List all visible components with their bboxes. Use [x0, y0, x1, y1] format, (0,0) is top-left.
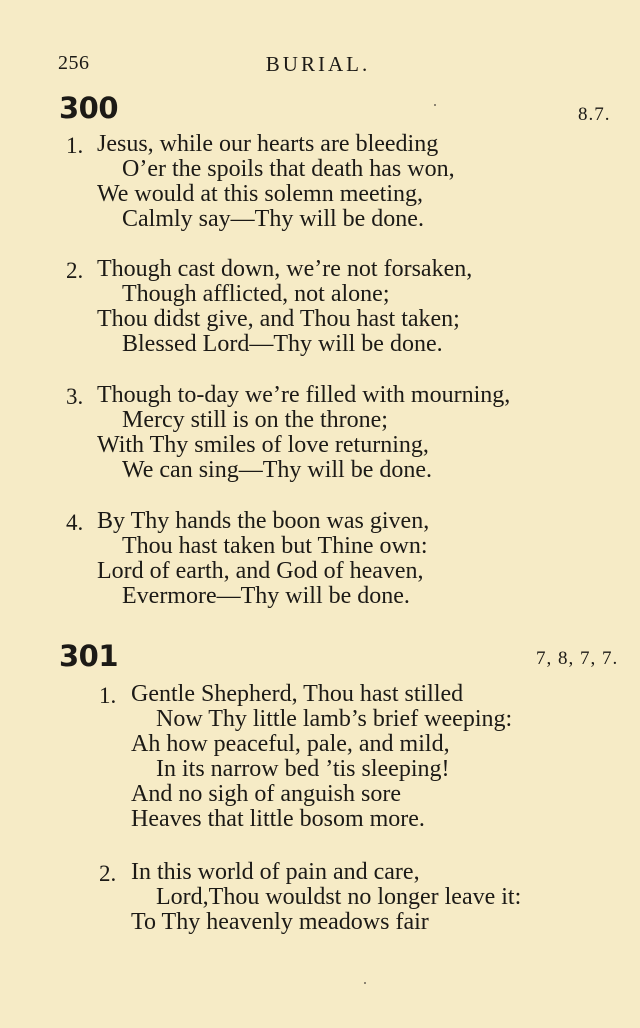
- verse-line: Thou hast taken but Thine own:: [122, 533, 428, 559]
- printer-mark: [364, 982, 366, 984]
- hymn-meter: 8.7.: [578, 104, 611, 125]
- printer-mark: [434, 104, 436, 106]
- verse-line: In this world of pain and care,: [131, 859, 420, 885]
- verse-line: Though to-day we’re filled with mourning,: [97, 382, 511, 408]
- verse-line: Lord,Thou wouldst no longer leave it:: [156, 884, 522, 910]
- verse-line: Jesus, while our hearts are bleeding: [97, 131, 439, 157]
- hymn-meter: 7, 8, 7, 7.: [536, 648, 619, 669]
- section-title: BURIAL.: [265, 52, 371, 76]
- verse-number: 2.: [66, 258, 84, 283]
- verse-line: Though afflicted, not alone;: [122, 281, 390, 307]
- verse-line: Evermore—Thy will be done.: [122, 583, 410, 609]
- verse-line: In its narrow bed ’tis sleeping!: [156, 756, 450, 782]
- verse-line: Gentle Shepherd, Thou hast stilled: [131, 681, 464, 707]
- verse-line: Calmly say—Thy will be done.: [122, 206, 424, 232]
- verse-line: To Thy heavenly meadows fair: [131, 909, 429, 935]
- verse-line: Though cast down, we’re not forsaken,: [97, 256, 473, 282]
- verse-line: Thou didst give, and Thou hast taken;: [97, 306, 460, 332]
- verse-number: 4.: [66, 510, 84, 535]
- running-head: [58, 52, 578, 80]
- verse-line: With Thy smiles of love returning,: [97, 432, 429, 458]
- verse-number: 2.: [99, 861, 117, 886]
- verse-line: Mercy still is on the throne;: [122, 407, 388, 433]
- verse-line: And no sigh of anguish sore: [131, 781, 401, 807]
- verse-line: Ah how peaceful, pale, and mild,: [131, 731, 450, 757]
- verse-line: O’er the spoils that death has won,: [122, 156, 455, 182]
- verse-line: We can sing—Thy will be done.: [122, 457, 432, 483]
- verse-line: Lord of earth, and God of heaven,: [97, 558, 424, 584]
- verse-line: Heaves that little bosom more.: [131, 806, 425, 832]
- verse-number: 1.: [66, 133, 84, 158]
- hymn-number: 300: [59, 91, 119, 125]
- page-number: 256: [58, 52, 90, 74]
- verse-line: Blessed Lord—Thy will be done.: [122, 331, 443, 357]
- verse-line: We would at this solemn meeting,: [97, 181, 424, 207]
- hymn-number: 301: [59, 639, 119, 673]
- verse-line: By Thy hands the boon was given,: [97, 508, 430, 534]
- verse-line: Now Thy little lamb’s brief weeping:: [156, 706, 513, 732]
- verse-number: 3.: [66, 384, 84, 409]
- verse-number: 1.: [99, 683, 117, 708]
